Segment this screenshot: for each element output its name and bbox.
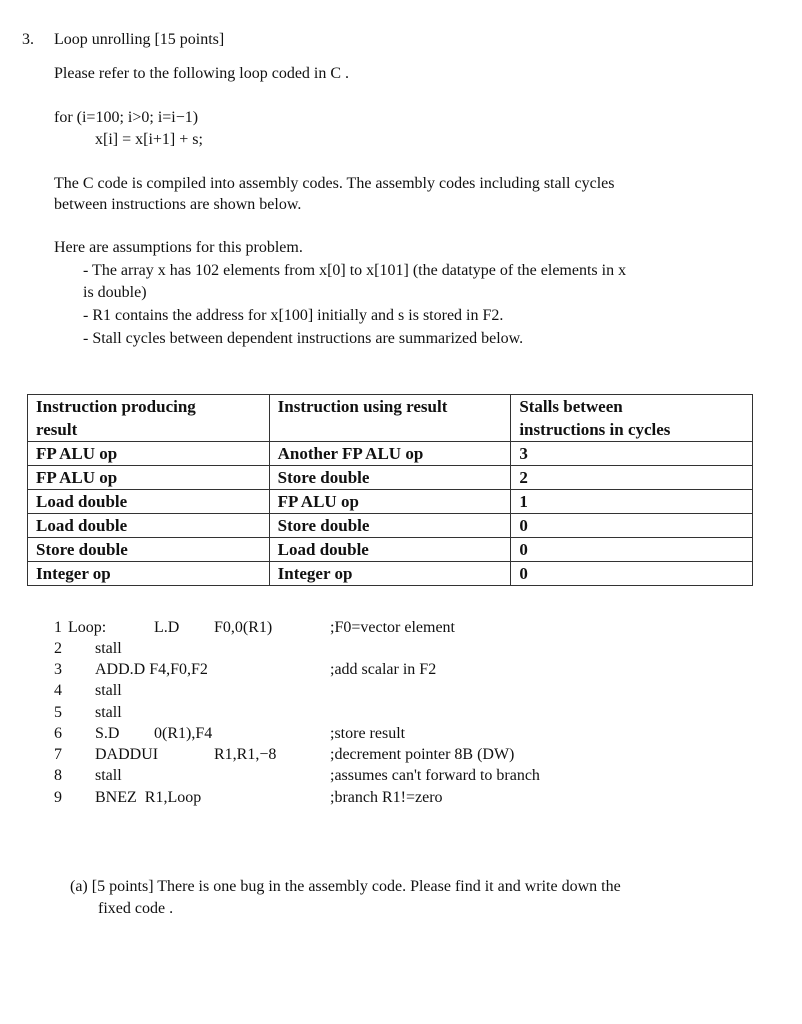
cell-stalls: 2 [511, 466, 753, 490]
question-a-line-2: fixed code . [98, 900, 174, 917]
instruction-op: stall [95, 704, 122, 721]
header-consumer [269, 395, 511, 442]
header-consumer-text: Instruction using result [277, 397, 448, 416]
instruction-comment: ;assumes can't forward to branch [330, 767, 540, 784]
header-stalls [511, 395, 753, 442]
header-producer-line-1: Instruction producing [36, 397, 196, 416]
problem-number: 3. [22, 31, 34, 48]
assumption-3: - Stall cycles between dependent instructions are summarized below. [83, 330, 524, 347]
header-stalls-line-1: Stalls between [519, 397, 623, 416]
instruction-comment: ;store result [330, 725, 406, 742]
instruction-op: BNEZ R1,Loop [95, 789, 202, 806]
stall-cycles-table [27, 394, 753, 586]
cell-stalls: 1 [511, 490, 753, 514]
cell-consumer: Store double [269, 514, 511, 538]
assumption-1-line-1: - The array x has 102 elements from x[0] to x[101] (the datatype of the elements in x [83, 262, 627, 279]
table-row [28, 442, 753, 466]
line-number: 5 [54, 704, 62, 721]
instruction-args: F0,0(R1) [214, 619, 273, 636]
line-number: 6 [54, 725, 62, 742]
line-number: 1 [54, 619, 62, 636]
table-row [28, 514, 753, 538]
instruction-op: L.D [154, 619, 180, 636]
problem-title: Loop unrolling [15 points] [54, 31, 225, 48]
line-number: 7 [54, 746, 62, 763]
assumptions-intro: Here are assumptions for this problem. [54, 239, 303, 256]
instruction-comment: ;F0=vector element [330, 619, 455, 636]
cell-stalls: 3 [511, 442, 753, 466]
cell-consumer: FP ALU op [269, 490, 511, 514]
c-code-line-2: x[i] = x[i+1] + s; [95, 131, 203, 148]
table-header-row [28, 395, 753, 442]
cell-consumer: Integer op [269, 562, 511, 586]
table-row [28, 466, 753, 490]
instruction-comment: ;branch R1!=zero [330, 789, 443, 806]
cell-producer: FP ALU op [28, 466, 270, 490]
instruction-op: DADDUI [95, 746, 159, 763]
compiled-text-line-1: The C code is compiled into assembly codes. The assembly codes including stall cycles [54, 175, 615, 192]
cell-producer: Load double [28, 514, 270, 538]
assumption-1-line-2: is double) [83, 284, 147, 301]
header-producer [28, 395, 270, 442]
cell-consumer: Another FP ALU op [269, 442, 511, 466]
table-row [28, 490, 753, 514]
line-number: 9 [54, 789, 62, 806]
line-number: 3 [54, 661, 62, 678]
instruction-comment: ;decrement pointer 8B (DW) [330, 746, 515, 763]
loop-label: Loop: [68, 619, 107, 636]
intro-text: Please refer to the following loop coded in C . [54, 65, 350, 82]
instruction-op: stall [95, 682, 122, 699]
instruction-op: ADD.D F4,F0,F2 [95, 661, 208, 678]
instruction-op: stall [95, 767, 122, 784]
cell-producer: FP ALU op [28, 442, 270, 466]
instruction-comment: ;add scalar in F2 [330, 661, 437, 678]
header-producer-line-2: result [36, 420, 78, 439]
line-number: 2 [54, 640, 62, 657]
cell-producer: Store double [28, 538, 270, 562]
compiled-text-line-2: between instructions are shown below. [54, 196, 302, 213]
cell-consumer: Load double [269, 538, 511, 562]
instruction-args: 0(R1),F4 [154, 725, 213, 742]
instruction-op: S.D [95, 725, 120, 742]
cell-stalls: 0 [511, 538, 753, 562]
table-row [28, 538, 753, 562]
header-stalls-line-2: instructions in cycles [519, 420, 671, 439]
question-a-line-1: (a) [5 points] There is one bug in the assembly code. Please find it and write down the [70, 878, 621, 895]
assumption-2: - R1 contains the address for x[100] initially and s is stored in F2. [83, 307, 504, 324]
cell-producer: Integer op [28, 562, 270, 586]
cell-stalls: 0 [511, 514, 753, 538]
instruction-op: stall [95, 640, 122, 657]
instruction-args: R1,R1,−8 [214, 746, 277, 763]
c-code-line-1: for (i=100; i>0; i=i−1) [54, 109, 199, 126]
line-number: 8 [54, 767, 62, 784]
line-number: 4 [54, 682, 62, 699]
table-row [28, 562, 753, 586]
cell-producer: Load double [28, 490, 270, 514]
cell-stalls: 0 [511, 562, 753, 586]
cell-consumer: Store double [269, 466, 511, 490]
